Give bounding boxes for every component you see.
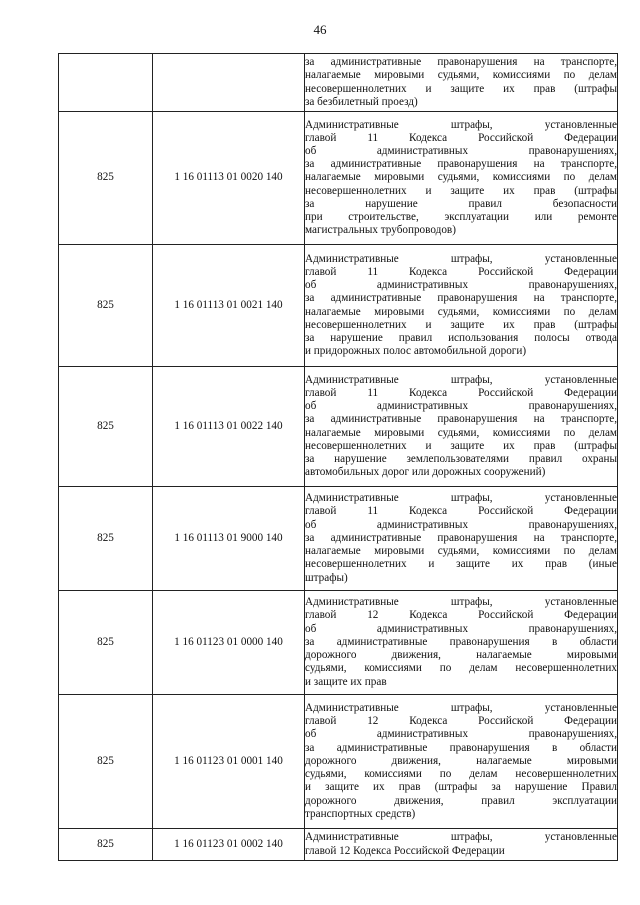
description-cell [305,591,618,695]
description-line: при строительстве, эксплуатации или ремонте [305,211,617,223]
description-line: Административные штрафы, установленные [305,252,617,265]
budget-code-cell: 1 16 01113 01 9000 140 [153,487,305,591]
table-body [59,54,618,861]
description-line: дорожного движения, налагаемые мировыми [305,754,617,767]
table-row [59,112,618,245]
description-line: штрафы) [305,571,348,584]
description-cell [305,487,618,591]
description-line: налагаемые мировыми судьями, комиссиями по делам [305,426,617,439]
description-line: транспортных средств) [305,807,416,820]
description-line: налагаемые мировыми судьями, комиссиями по делам [305,545,617,558]
description-line: об административных правонарушениях, [305,400,617,413]
description-line: Административные штрафы, установленные [305,492,617,505]
description-cell [305,367,618,487]
description-line: об административных правонарушениях, [305,144,617,157]
description-line: Административные штрафы, установленные [305,831,617,844]
budget-code-cell: 1 16 01113 01 0021 140 [153,245,305,367]
admin-code-cell: 825 [59,112,153,245]
table-row [59,245,618,367]
description-line: главой 11 Кодекса Российской Федерации [305,386,617,399]
description-line: за административные правонарушения в области [305,635,617,648]
description-cell [305,112,618,245]
description-cell [305,54,618,112]
description-line: и придорожных полос автомобильной дороги) [305,345,527,358]
description-line: об административных правонарушениях, [305,622,617,635]
admin-code-cell: 825 [59,829,153,861]
description-line: судьями, комиссиями по делам несовершеннолетних [305,768,617,781]
table-row [59,591,618,695]
revenue-codes-table [58,53,618,861]
description-line: главой 12 Кодекса Российской Федерации [305,609,617,622]
description-cell [305,695,618,829]
description-line: налагаемые мировыми судьями, комиссиями по делам [305,171,617,184]
description-line: несовершеннолетних и защите их прав (штрафы [305,82,617,95]
description-line: главой 11 Кодекса Российской Федерации [305,265,617,278]
description-line: главой 11 Кодекса Российской Федерации [305,505,617,518]
table-row [59,54,618,112]
description-line: дорожного движения, налагаемые мировыми [305,649,617,662]
description-line: главой 12 Кодекса Российской Федерации [305,715,617,728]
description-line: и защите их прав (штрафы за нарушение Правил [305,781,617,794]
description-line: несовершеннолетних и защите их прав (штрафы [305,439,617,452]
description-line: об административных правонарушениях, [305,728,617,741]
admin-code-cell: 825 [59,245,153,367]
table-row [59,487,618,591]
description-cell [305,829,618,861]
description-line: несовершеннолетних и защите их прав (штрафы [305,184,617,197]
admin-code-cell: 825 [59,487,153,591]
description-line: несовершеннолетних и защите их прав (штрафы [305,318,617,331]
table-row [59,695,618,829]
description-line: налагаемые мировыми судьями, комиссиями по делам [305,305,617,318]
description-line: судьями, комиссиями по делам несовершеннолетних [305,662,617,675]
admin-code-cell: 825 [59,695,153,829]
description-line: Административные штрафы, установленные [305,702,617,715]
description-line: за административные правонарушения на транспорте, [305,158,617,171]
description-line: главой 11 Кодекса Российской Федерации [305,131,617,144]
budget-code-cell: 1 16 01123 01 0002 140 [153,829,305,861]
description-line: Административные штрафы, установленные [305,118,617,131]
description-line: за нарушение землепользователями правил охраны [305,452,617,465]
description-line: за административные правонарушения на транспорте, [305,56,617,69]
budget-code-cell [153,54,305,112]
page-number: 46 [313,22,327,37]
table-row [59,829,618,861]
description-line: за нарушение правил безопасности [305,197,617,210]
description-line: за административные правонарушения в области [305,741,617,754]
admin-code-cell [59,54,153,112]
description-line: за нарушение правил использования полосы отвода [305,331,617,344]
table-row [59,367,618,487]
budget-code-cell: 1 16 01123 01 0001 140 [153,695,305,829]
description-line: и защите их прав [305,675,387,688]
admin-code-cell: 825 [59,367,153,487]
description-line: за административные правонарушения на транспорте, [305,531,617,544]
description-line: несовершеннолетних и защите их прав (иные [305,558,617,571]
description-line: за безбилетный проезд) [305,95,418,108]
description-line: об административных правонарушениях, [305,518,617,531]
budget-code-cell: 1 16 01113 01 0022 140 [153,367,305,487]
description-line: налагаемые мировыми судьями, комиссиями по делам [305,69,617,82]
description-line: за административные правонарушения на транспорте, [305,413,617,426]
description-line: за административные правонарушения на транспорте, [305,292,617,305]
description-line: Административные штрафы, установленные [305,596,617,609]
budget-code-cell: 1 16 01113 01 0020 140 [153,112,305,245]
admin-code-cell: 825 [59,591,153,695]
description-line: автомобильных дорог или дорожных сооружений) [305,466,546,479]
budget-code-cell: 1 16 01123 01 0000 140 [153,591,305,695]
description-cell [305,245,618,367]
description-line: главой 12 Кодекса Российской Федерации [305,844,505,857]
description-line: дорожного движения, правил эксплуатации [305,794,617,807]
description-line: Административные штрафы, установленные [305,373,617,386]
description-line: магистральных трубопроводов) [305,224,456,237]
description-line: об административных правонарушениях, [305,279,617,292]
